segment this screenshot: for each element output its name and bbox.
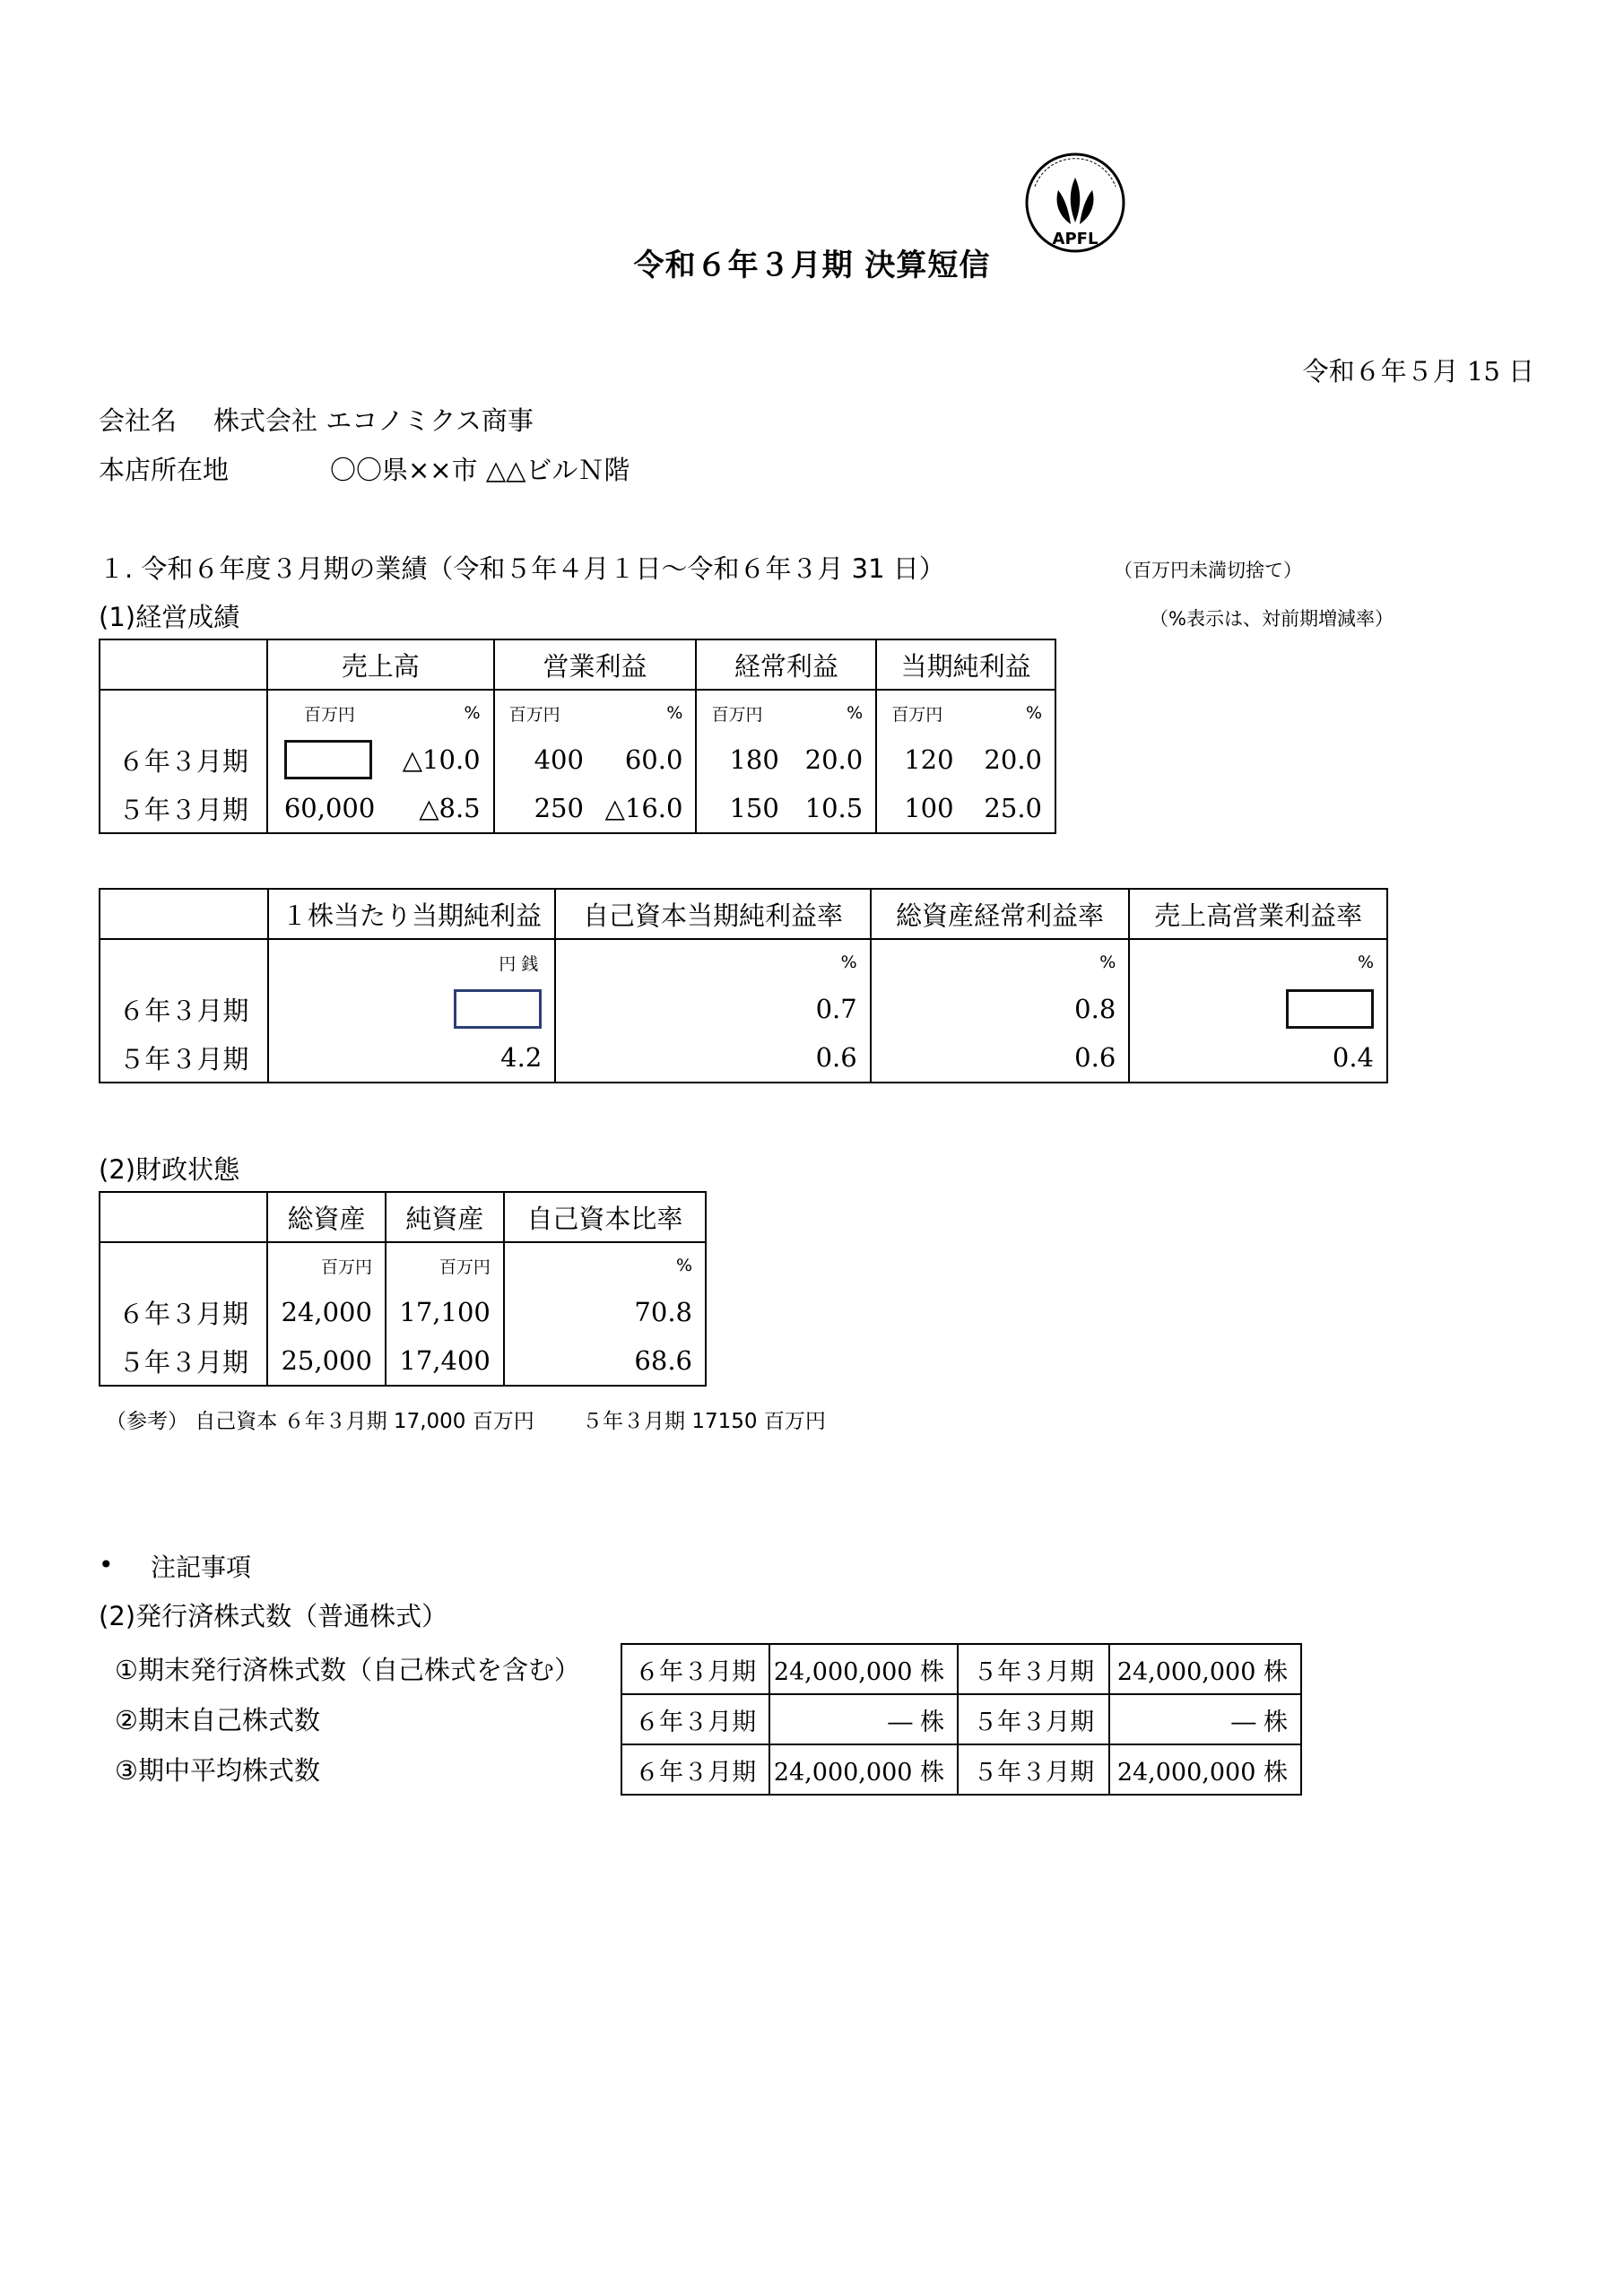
apfl-seal-icon: [1022, 151, 1128, 264]
unit-million: 百万円: [386, 1242, 504, 1288]
period-label: ５年３月期: [100, 1033, 268, 1083]
cell: 20.0: [984, 744, 1042, 775]
cell: 100: [904, 793, 954, 823]
cell: ― 株: [1109, 1694, 1301, 1744]
cell: 70.8: [504, 1288, 706, 1336]
period-label: ５年３月期: [100, 1336, 267, 1386]
unit-pct: %: [871, 939, 1130, 985]
bullet-icon: •: [99, 1550, 114, 1579]
cell: 4.2: [268, 1033, 556, 1083]
unit-note: （百万円未満切捨て）: [1114, 560, 1302, 581]
notes-item-label: ③期中平均株式数: [115, 1755, 320, 1786]
financial-position-table: [99, 1191, 707, 1387]
cell: 60.0: [624, 744, 683, 775]
cell: 0.8: [871, 985, 1130, 1033]
notes-item-label: ②期末自己株式数: [115, 1705, 320, 1735]
header-blank: [100, 889, 268, 939]
header-sales: 売上高: [267, 639, 494, 690]
cell: 24,000,000 株: [769, 1644, 958, 1694]
cell: 24,000,000 株: [1109, 1744, 1301, 1795]
cell: 24,000,000 株: [769, 1744, 958, 1795]
unit-yen-sen: 円 銭: [268, 939, 556, 985]
cell: 24,000: [267, 1288, 386, 1336]
cell: 60,000: [283, 793, 376, 823]
header-net-assets: 純資産: [386, 1192, 504, 1242]
header-net-profit: 当期純利益: [876, 639, 1055, 690]
margin-blank-box: [1286, 989, 1374, 1029]
cell: ― 株: [769, 1694, 958, 1744]
header-operating-margin: 売上高営業利益率: [1129, 889, 1387, 939]
period-label: ５年３月期: [100, 784, 267, 833]
period-label: ６年３月期: [100, 735, 267, 784]
unit-million: 百万円: [508, 704, 560, 725]
unit-pct: %: [1129, 939, 1387, 985]
operating-results-table: [99, 639, 1056, 834]
section2-heading: (2)財政状態: [99, 1154, 240, 1185]
header-blank: [100, 639, 267, 690]
cell: 10.5: [804, 793, 864, 823]
period-label: ６年３月期: [621, 1694, 769, 1744]
cell: 120: [904, 744, 954, 775]
cell: 68.6: [504, 1336, 706, 1386]
cell: 250: [534, 793, 584, 823]
cell: 25.0: [984, 793, 1042, 823]
cell: △16.0: [604, 793, 683, 823]
unit-pct: %: [504, 1242, 706, 1288]
cell: 17,100: [386, 1288, 504, 1336]
cell: 0.6: [871, 1033, 1130, 1083]
address-label: 本店所在地: [99, 455, 230, 485]
unit-blank: [100, 1242, 267, 1288]
company-label: 会社名: [99, 405, 178, 436]
period-label: ６年３月期: [100, 1288, 267, 1336]
address-value: 〇〇県××市 △△ビルＮ階: [330, 455, 630, 485]
unit-blank: [100, 690, 267, 735]
section1-heading: １. 令和６年度３月期の業績（令和５年４月１日～令和６年３月 31 日）: [99, 553, 945, 584]
cell: 0.6: [555, 1033, 870, 1083]
cell: 0.4: [1129, 1033, 1387, 1083]
header-equity-ratio: 自己資本比率: [504, 1192, 706, 1242]
page-title: 令和６年３月期 決算短信: [633, 248, 991, 283]
unit-million: 百万円: [267, 1242, 386, 1288]
header-roa: 総資産経常利益率: [871, 889, 1130, 939]
notes-item-label: ①期末発行済株式数（自己株式を含む）: [115, 1655, 580, 1685]
cell: 0.7: [555, 985, 870, 1033]
period-label: ６年３月期: [621, 1644, 769, 1694]
shares-table: [621, 1643, 1302, 1796]
period-label: ６年３月期: [621, 1744, 769, 1795]
unit-pct: %: [847, 703, 864, 723]
header-blank: [100, 1192, 267, 1242]
svg-text:APFL: APFL: [1052, 230, 1099, 248]
cell: 24,000,000 株: [1109, 1644, 1301, 1694]
unit-pct: %: [1025, 703, 1042, 723]
header-roe: 自己資本当期純利益率: [555, 889, 870, 939]
notes-bullet: 注記事項: [151, 1552, 252, 1582]
header-operating-profit: 営業利益: [494, 639, 697, 690]
unit-million: 百万円: [891, 704, 943, 725]
company-name: 株式会社 エコノミクス商事: [213, 405, 534, 436]
cell: 150: [729, 793, 779, 823]
notes-heading: (2)発行済株式数（普通株式）: [99, 1601, 448, 1631]
cell: 400: [534, 744, 584, 775]
cell: 180: [729, 744, 779, 775]
cell: △8.5: [419, 793, 481, 823]
cell: △10.0: [402, 744, 481, 775]
reference-note: （参考） 自己資本 ６年３月期 17,000 百万円 ５年３月期 17150 百万円: [106, 1410, 826, 1433]
header-ordinary-profit: 経常利益: [696, 639, 876, 690]
period-label: ５年３月期: [958, 1744, 1109, 1795]
ratio-table: [99, 888, 1388, 1083]
section1-sub1: (1)経営成績: [99, 602, 240, 632]
period-label: ５年３月期: [958, 1644, 1109, 1694]
unit-million: 百万円: [711, 704, 763, 725]
header-eps: １株当たり当期純利益: [268, 889, 556, 939]
unit-blank: [100, 939, 268, 985]
pct-note: （%表示は、対前期増減率）: [1150, 608, 1394, 630]
cell: 17,400: [386, 1336, 504, 1386]
header-total-assets: 総資産: [267, 1192, 386, 1242]
period-label: ６年３月期: [100, 985, 268, 1033]
unit-pct: %: [464, 703, 481, 723]
cell: 20.0: [804, 744, 864, 775]
period-label: ５年３月期: [958, 1694, 1109, 1744]
sales-blank-box: [284, 740, 372, 779]
unit-pct: %: [555, 939, 870, 985]
cell: 25,000: [267, 1336, 386, 1386]
eps-blank-box: [454, 989, 542, 1029]
unit-million: 百万円: [303, 704, 355, 725]
report-date: 令和６年５月 15 日: [1302, 356, 1534, 387]
unit-pct: %: [666, 703, 683, 723]
